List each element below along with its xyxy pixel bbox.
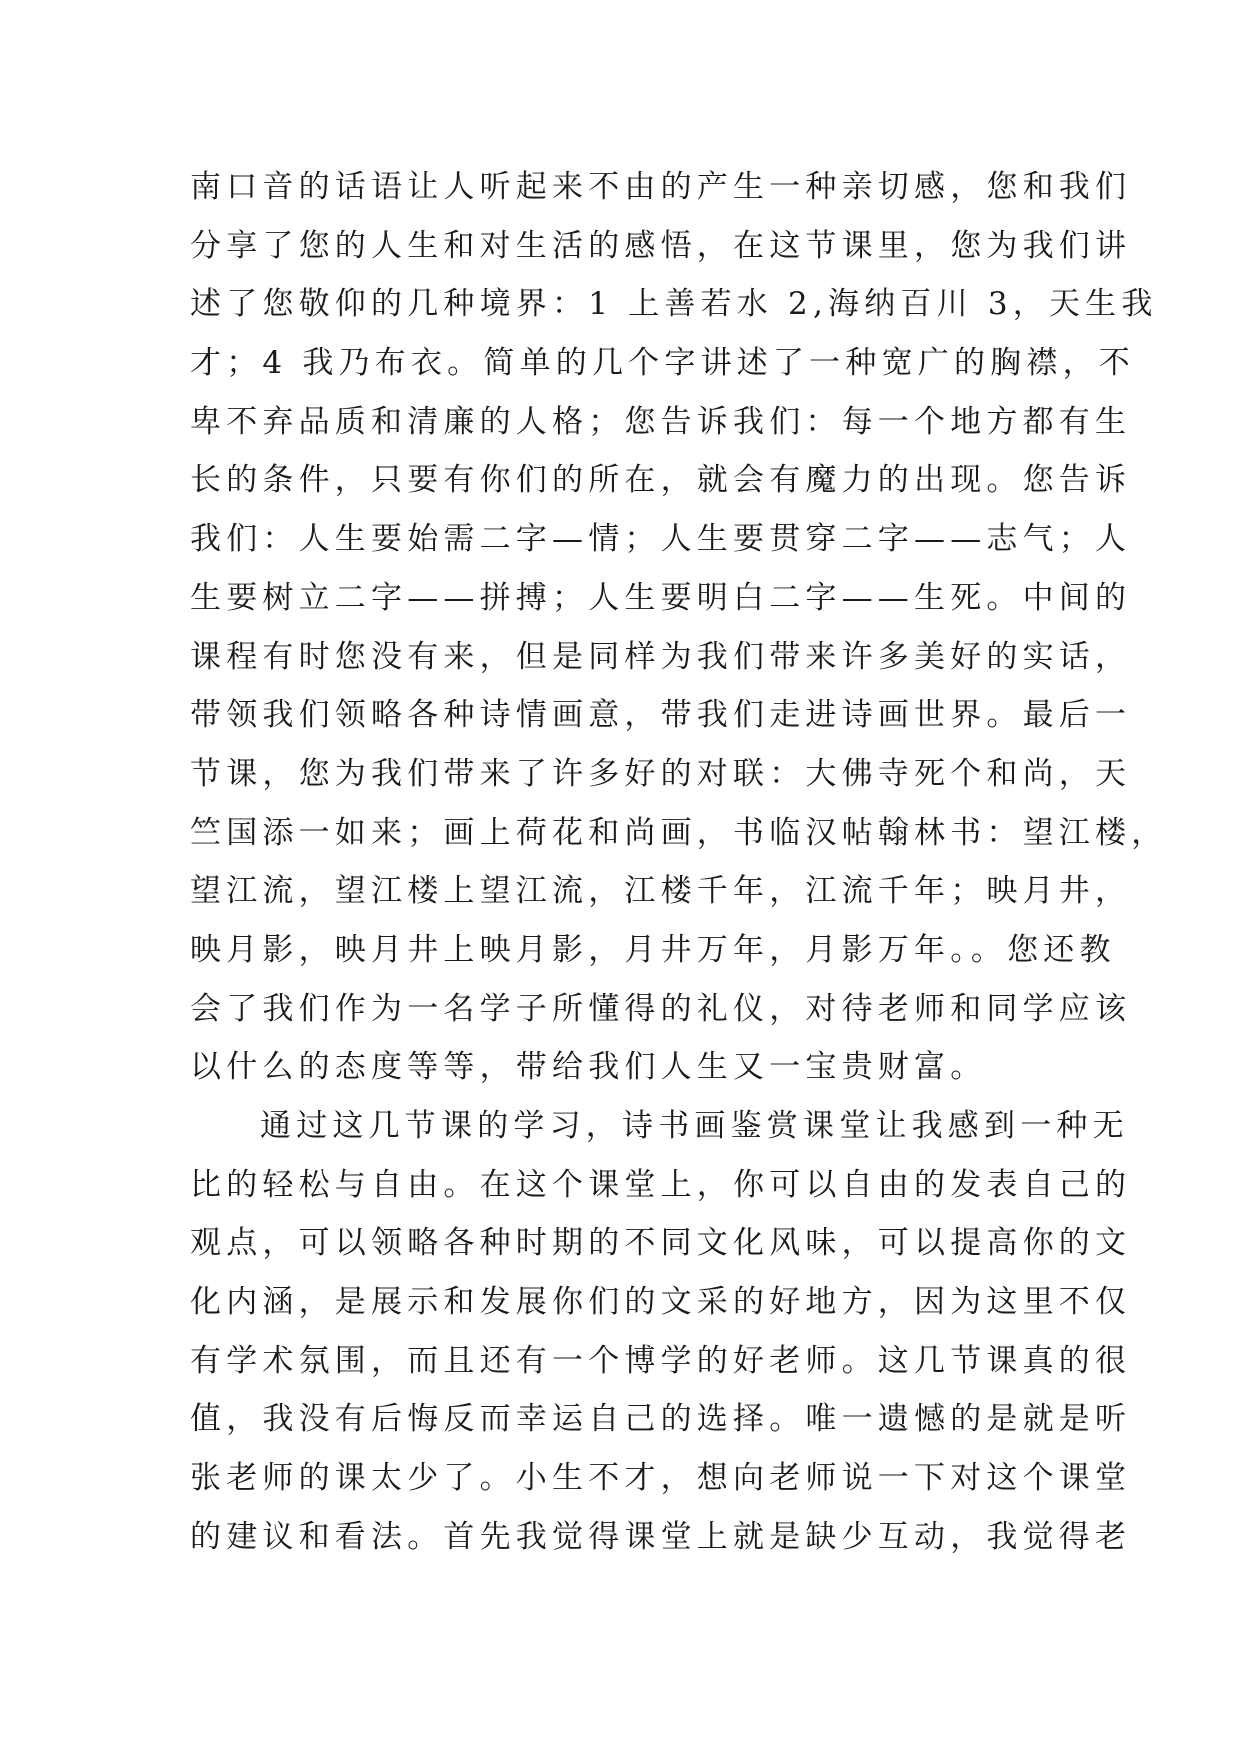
text-line: 课程有时您没有来，但是同样为我们带来许多美好的实话，	[190, 638, 1132, 675]
text-line: 卑不弃品质和清廉的人格；您告诉我们：每一个地方都有生	[190, 403, 1132, 440]
text-line: 述了您敬仰的几种境界：1 上善若水 2,海纳百川 3，天生我	[190, 286, 1158, 323]
text-line: 张老师的课太少了。小生不才，想向老师说一下对这个课堂	[190, 1460, 1132, 1497]
text-line: 竺国添一如来；画上荷花和尚画，书临汉帖翰林书：望江楼，	[190, 814, 1168, 851]
text-line: 节课，您为我们带来了许多好的对联：大佛寺死个和尚，天	[190, 755, 1132, 792]
text-line: 值，我没有后悔反而幸运自己的选择。唯一遗憾的是就是听	[190, 1401, 1132, 1438]
text-line: 长的条件，只要有你们的所在，就会有魔力的出现。您告诉	[190, 462, 1132, 499]
text-line: 有学术氛围，而且还有一个博学的好老师。这几节课真的很	[190, 1342, 1132, 1379]
text-line: 带领我们领略各种诗情画意，带我们走进诗画世界。最后一	[190, 697, 1132, 734]
paragraph-1	[190, 158, 1168, 1097]
text-line: 才；4 我乃布衣。简单的几个字讲述了一种宽广的胸襟，不	[190, 345, 1135, 382]
text-line: 我们：人生要始需二字—情；人生要贯穿二字——志气；人	[190, 521, 1132, 558]
text-line: 会了我们作为一名学子所懂得的礼仪，对待老师和同学应该	[190, 990, 1132, 1027]
text-line: 观点，可以领略各种时期的不同文化风味，可以提高你的文	[190, 1225, 1132, 1262]
text-line: 化内涵，是展示和发展你们的文采的好地方，因为这里不仅	[190, 1284, 1132, 1321]
text-line: 望江流，望江楼上望江流，江楼千年，江流千年；映月井，	[190, 873, 1132, 910]
text-line: 以什么的态度等等，带给我们人生又一宝贵财富。	[190, 1049, 987, 1086]
text-line: 的建议和看法。首先我觉得课堂上就是缺少互动，我觉得老	[190, 1518, 1132, 1555]
text-line: 映月影，映月井上映月影，月井万年，月影万年。。您还教	[190, 931, 1116, 968]
body-text	[190, 158, 1168, 1567]
text-line: 比的轻松与自由。在这个课堂上，你可以自由的发表自己的	[190, 1166, 1132, 1203]
text-line: 南口音的话语让人听起来不由的产生一种亲切感，您和我们	[190, 169, 1132, 205]
paragraph-2	[190, 1097, 1132, 1567]
text-line: 生要树立二字——拼搏；人生要明白二字——生死。中间的	[190, 579, 1132, 616]
text-line: 分享了您的人生和对生活的感悟，在这节课里，您为我们讲	[190, 227, 1132, 264]
text-line: 通过这几节课的学习，诗书画鉴赏课堂让我感到一种无	[260, 1108, 1129, 1144]
